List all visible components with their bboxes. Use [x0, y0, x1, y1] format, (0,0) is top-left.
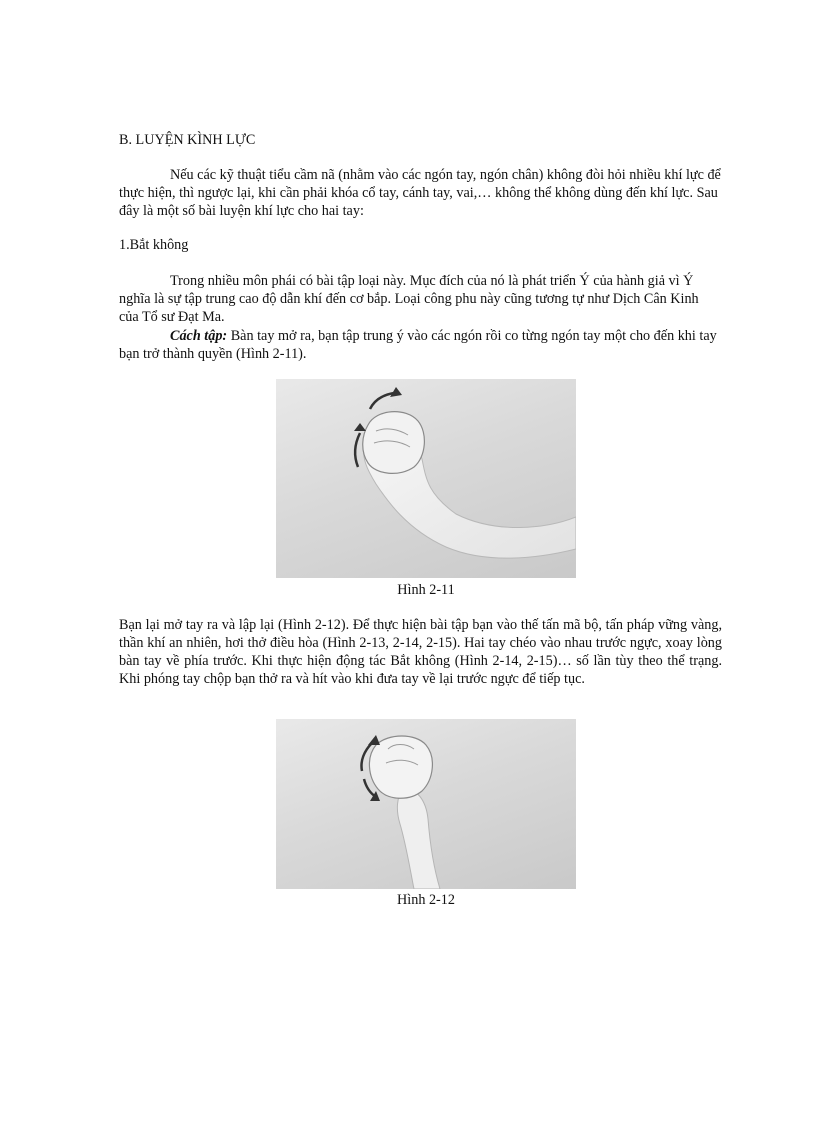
figure-2-12-image: [276, 719, 576, 889]
hand-fist-illustration: [276, 379, 576, 578]
exercise-paragraph: Bạn lại mở tay ra và lập lại (Hình 2-12). Để thực hiện bài tập bạn vào thế tấn mã bộ, tấn pháp vững vàng, thần khí an nhiên, hơi thở điều hòa (Hình 2-13, 2-14, 2-15). Hai tay chéo vào nhau trước ngực, xoay lòng bàn tay về phía trước. Khi thực hiện động tác Bắt không (Hình 2-14, 2-15)… số lần tùy theo thể trạng. Khi phóng tay chộp bạn thở ra và hít vào khi đưa tay về lại trước ngực để tiếp tục.: [119, 617, 722, 687]
figure-2-11-image: [276, 379, 576, 578]
intro-paragraph-text: Nếu các kỹ thuật tiểu cầm nã (nhằm vào các ngón tay, ngón chân) không đòi hỏi nhiều khí lực để thực hiện, thì ngược lại, khi cần phải khóa cổ tay, cánh tay, vai,… không thể không dùng đến khí lực. Sau đây là một số bài luyện khí lực cho hai tay:: [119, 167, 721, 219]
intro-paragraph: [119, 166, 721, 220]
subsection-heading: 1.Bắt không: [119, 237, 189, 253]
method-paragraph: [119, 327, 721, 363]
figure-2-12-caption: Hình 2-12: [397, 892, 455, 908]
figure-2-11-caption: Hình 2-11: [397, 582, 455, 598]
description-paragraph-text: Trong nhiều môn phái có bài tập loại này. Mục đích của nó là phát triển Ý của hành giả vì Ý nghĩa là sự tập trung cao độ dẫn khí đến cơ bắp. Loại công phu này cũng tương tự như Dịch Cân Kinh của Tổ sư Đạt Ma.: [119, 273, 699, 325]
method-label: Cách tập:: [170, 328, 228, 344]
hand-grab-illustration: [276, 719, 576, 889]
section-heading: B. LUYỆN KÌNH LỰC: [119, 132, 256, 148]
description-paragraph: [119, 272, 721, 326]
method-text: Bàn tay mở ra, bạn tập trung ý vào các ngón rồi co từng ngón tay một cho đến khi tay bạn trở thành quyền (Hình 2-11).: [119, 328, 717, 362]
